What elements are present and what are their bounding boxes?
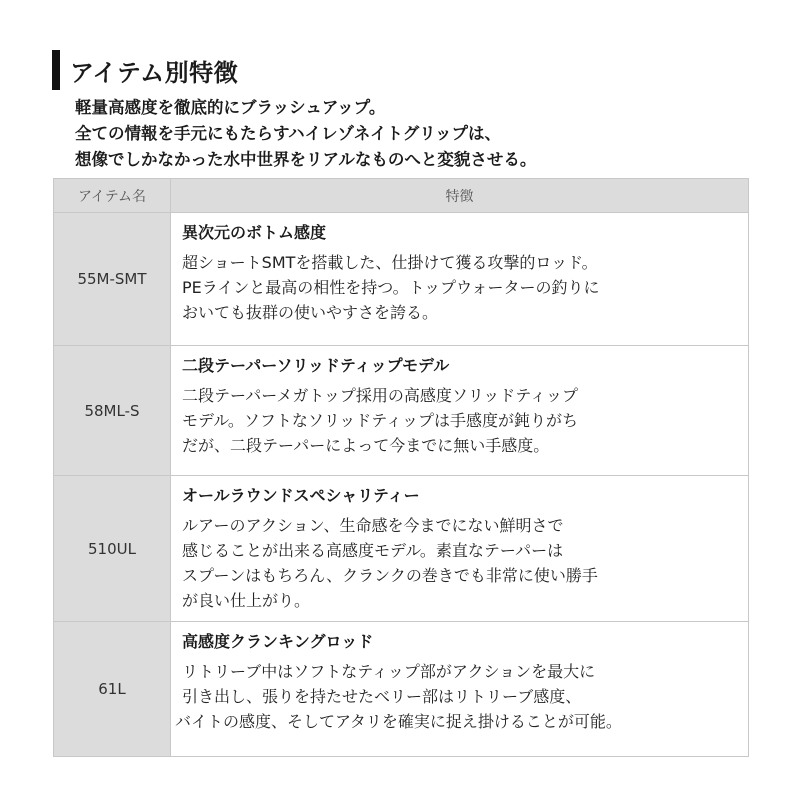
heading-title: アイテム別特徴 — [70, 58, 239, 87]
item-name-cell: 58ML-S — [54, 346, 171, 476]
intro-line-2: 全ての情報を手元にもたらすハイレゾネイトグリップは、 — [75, 124, 502, 143]
feature-line: ルアーのアクション、生命感を今までにない鮮明さで — [182, 516, 564, 535]
table-row — [54, 476, 749, 622]
intro-text — [75, 95, 775, 173]
intro-line-3: 想像でしかなかった水中世界をリアルなものへと変貌させる。 — [75, 150, 537, 169]
feature-line: だが、二段テーパーによって今までに無い手感度。 — [182, 436, 550, 455]
table-row — [54, 213, 749, 346]
feature-cell — [171, 622, 749, 757]
item-name-cell: 61L — [54, 622, 171, 757]
section-heading — [52, 50, 238, 90]
header-feature: 特徴 — [171, 179, 749, 213]
feature-line: バイトの感度、そしてアタリを確実に捉え掛けることが可能。 — [175, 712, 622, 731]
item-name-cell: 510UL — [54, 476, 171, 622]
table-row — [54, 346, 749, 476]
feature-line: が良い仕上がり。 — [182, 591, 311, 610]
feature-cell — [171, 213, 749, 346]
feature-line: 二段テーパーメガトップ採用の高感度ソリッドティップ — [182, 386, 579, 405]
intro-line-1: 軽量高感度を徹底的にブラッシュアップ。 — [75, 98, 386, 117]
feature-line: PEラインと最高の相性を持つ。トップウォーターの釣りに — [182, 278, 600, 297]
header-item-name: アイテム名 — [54, 179, 171, 213]
feature-line: 感じることが出来る高感度モデル。素直なテーパーは — [182, 541, 564, 560]
feature-title: 二段テーパーソリッドティップモデル — [182, 356, 450, 375]
table-row — [54, 622, 749, 757]
feature-title: オールラウンドスペシャリティー — [182, 486, 420, 505]
feature-cell — [171, 346, 749, 476]
item-name-cell: 55M-SMT — [54, 213, 171, 346]
feature-line: モデル。ソフトなソリッドティップは手感度が鈍りがち — [182, 411, 579, 430]
feature-line: 引き出し、張りを持たせたベリー部はリトリーブ感度、 — [182, 687, 582, 706]
feature-line: スプーンはもちろん、クランクの巻きでも非常に使い勝手 — [182, 566, 598, 585]
feature-title: 高感度クランキングロッド — [182, 632, 374, 651]
heading-accent-bar — [52, 50, 60, 90]
feature-cell — [171, 476, 749, 622]
item-feature-table — [53, 178, 749, 757]
feature-line: おいても抜群の使いやすさを誇る。 — [182, 303, 439, 322]
feature-title: 異次元のボトム感度 — [182, 223, 327, 242]
feature-line: リトリーブ中はソフトなティップ部がアクションを最大に — [182, 662, 596, 681]
table-header-row — [54, 179, 749, 213]
feature-line: 超ショートSMTを搭載した、仕掛けて獲る攻撃的ロッド。 — [182, 253, 598, 272]
